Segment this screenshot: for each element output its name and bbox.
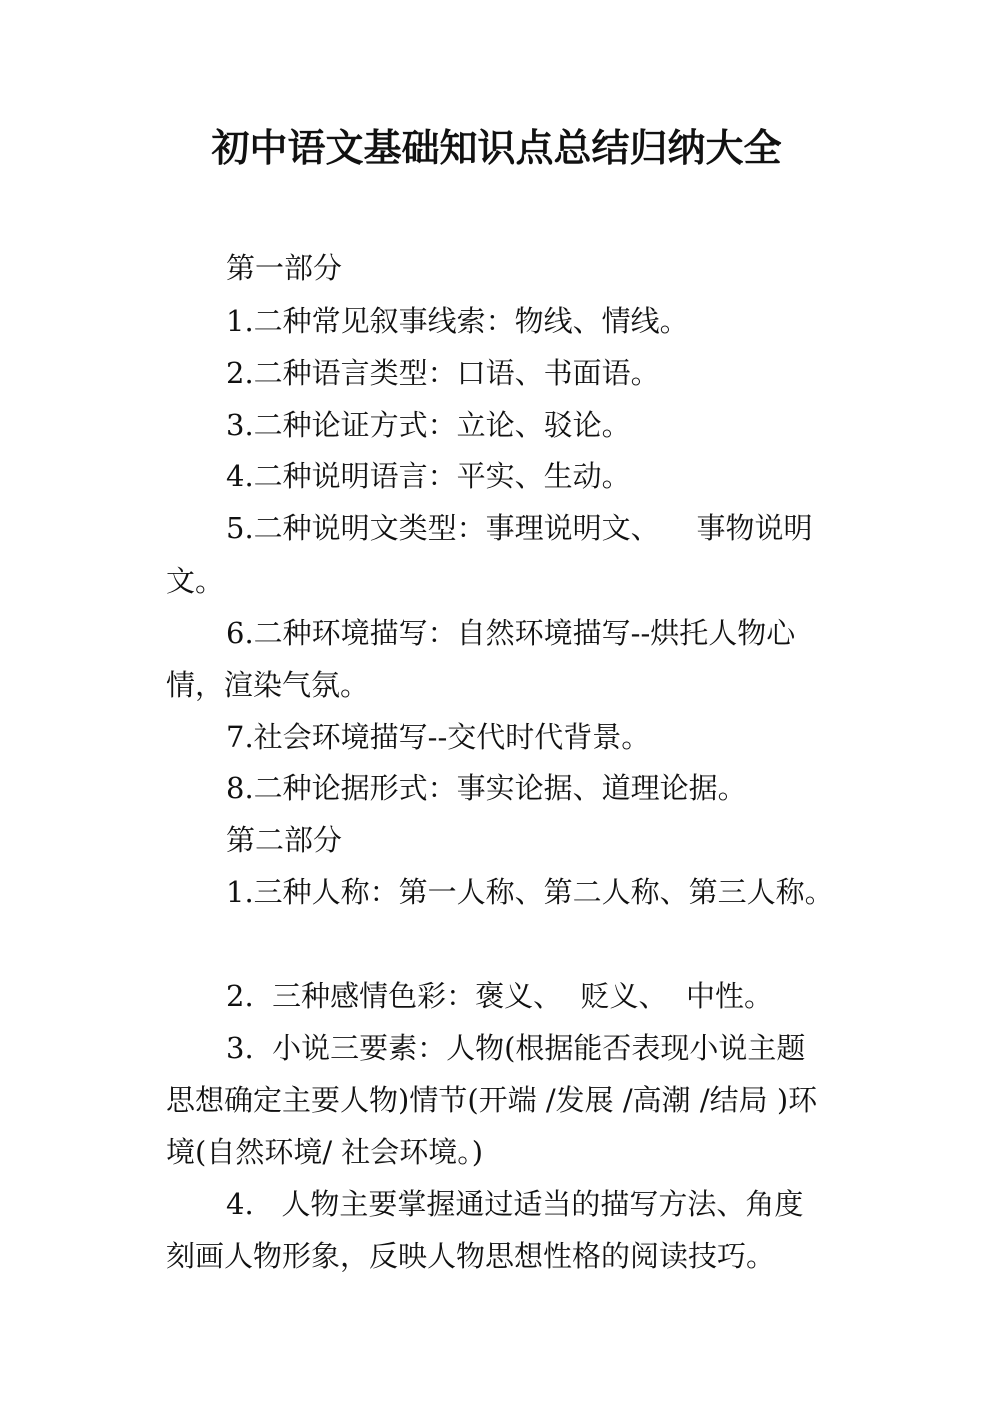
text-line-continuation: 文。 <box>166 564 225 598</box>
text-line-continuation: 情，渲染气氛。 <box>166 668 370 702</box>
text-line: 1.二种常见叙事线索：物线、情线。 <box>226 304 689 338</box>
section-heading-part-two: 第二部分 <box>226 823 343 857</box>
text-line-continuation: 境(自然环境/ 社会环境。) <box>166 1135 484 1169</box>
text-line: 5.二种说明文类型：事理说明文、 事物说明 <box>226 511 813 545</box>
text-line: 4.二种说明语言：平实、生动。 <box>226 459 631 493</box>
text-line: 4. 人物主要掌握通过适当的描写方法、角度 <box>226 1187 804 1221</box>
text-line-continuation: 刻画人物形象，反映人物思想性格的阅读技巧。 <box>166 1239 776 1273</box>
text-line: 6.二种环境描写：自然环境描写--烘托人物心 <box>226 616 796 650</box>
text-line: 8.二种论据形式：事实论据、道理论据。 <box>226 771 747 805</box>
text-line: 7.社会环境描写--交代时代背景。 <box>226 720 651 754</box>
text-line: 3.二种论证方式：立论、驳论。 <box>226 408 631 442</box>
text-line: 2.二种语言类型：口语、书面语。 <box>226 356 660 390</box>
text-line-continuation: 思想确定主要人物)情节(开端 /发展 /高潮 /结局 )环 <box>166 1083 818 1117</box>
text-line: 2. 三种感情色彩：褒义、 贬义、 中性。 <box>226 979 773 1013</box>
document-title: 初中语文基础知识点总结归纳大全 <box>211 126 782 170</box>
text-line: 1.三种人称：第一人称、第二人称、第三人称。 <box>226 875 834 909</box>
text-line: 3. 小说三要素：人物(根据能否表现小说主题 <box>226 1031 806 1065</box>
section-heading-part-one: 第一部分 <box>226 251 343 285</box>
